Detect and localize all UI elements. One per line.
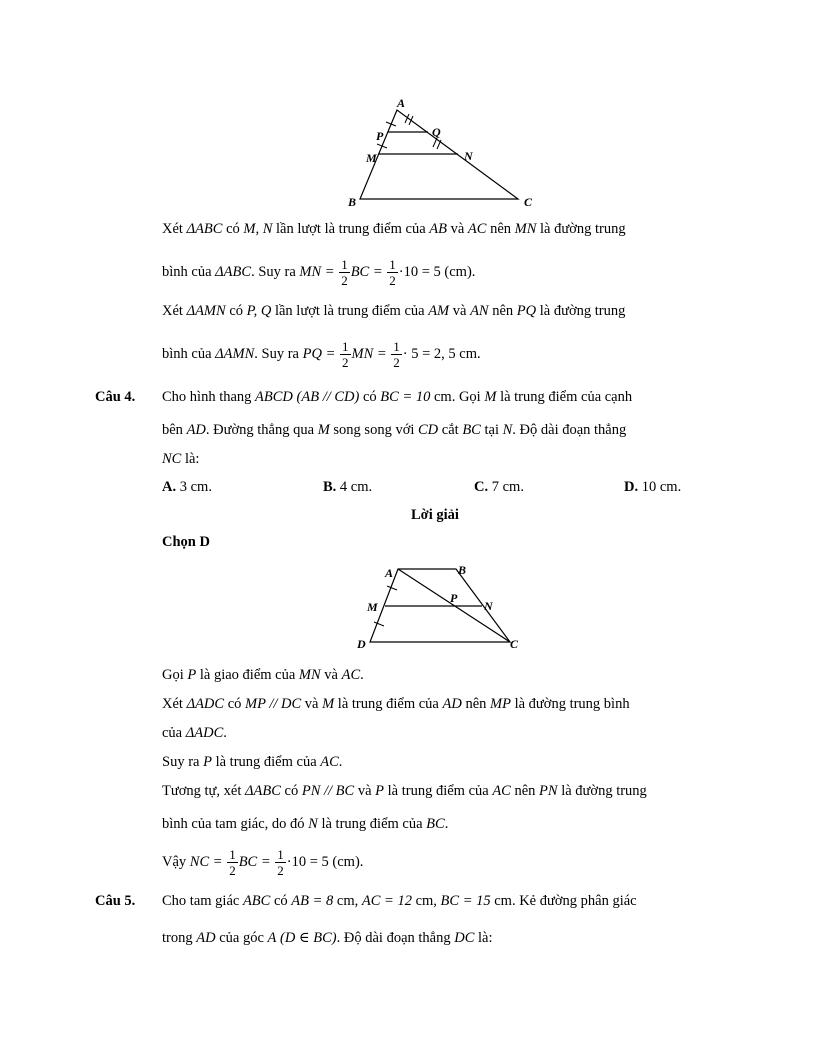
math: ΔADC [185,725,224,741]
text: Xét [162,696,187,712]
text: và [446,221,468,237]
numerator: 1 [229,847,236,862]
math: PN // BC [301,783,355,799]
sol4-line4 [162,754,342,771]
math: BC = [350,263,383,280]
math: BC [462,422,481,438]
fraction [340,340,351,369]
math: PQ = [302,345,336,362]
text: trong [162,930,197,946]
numerator: 1 [277,847,284,862]
q5-label: Câu 5. [95,893,136,909]
label-m: M [367,600,378,614]
text: của [162,725,186,741]
q4-option-d[interactable] [624,479,681,496]
text: . [444,816,449,832]
label-c: C [524,195,533,209]
numerator: 1 [393,339,400,354]
text: bên [162,422,187,438]
math: PN [539,783,558,799]
label-c: C [510,637,519,651]
sol4-line5 [162,783,647,800]
math: AB = 8 [291,893,334,909]
math: M [322,696,335,712]
text: là trung điểm của [334,696,443,712]
text: . Độ dài đoạn thẳng [512,422,627,438]
q4-line3 [162,451,199,468]
text: . Suy ra [254,345,303,362]
text: là đường trung [536,221,626,237]
text: lần lượt là trung điểm của [271,303,429,319]
math: ΔABC [245,783,281,799]
math: ΔABC [215,263,252,280]
fraction [275,848,286,877]
math: N [502,422,513,438]
text: của góc [215,930,268,946]
denominator: 2 [389,273,396,288]
text: Tương tự, xét [162,783,245,799]
numerator: 1 [341,257,348,272]
text: bình của tam giác, do đó [162,816,309,832]
label-p: P [376,129,384,143]
math: M, N [243,221,273,237]
text: tại [480,422,503,438]
text: . Độ dài đoạn thẳng [336,930,455,946]
text: Cho tam giác [162,893,243,909]
option-text: 4 cm. [336,479,373,495]
math: ABC [242,893,271,909]
text: ·10 = 5 (cm). [398,263,476,280]
triangle-abc-figure [340,96,540,212]
label-q: Q [432,125,441,139]
math: AC = 12 [361,893,412,909]
math: ΔABC [186,221,223,237]
math: M [484,389,497,405]
text: là đường trung [557,783,647,799]
math: ΔADC [186,696,225,712]
text: và [320,667,342,683]
q4-label: Câu 4. [95,389,136,405]
option-key: D. [624,479,639,495]
math: AD [442,696,462,712]
text: nên [510,783,540,799]
math: MN = [351,345,387,362]
option-text: 3 cm. [176,479,212,495]
text: Cho hình thang [162,389,256,405]
math: (AB // CD) [296,389,360,405]
math: P [375,783,385,799]
sol4-line2 [162,696,630,713]
sol4-line7 [162,848,363,877]
text: Xét [162,303,187,319]
text: Xét [162,221,187,237]
math: BC = 10 [380,389,431,405]
text: . Đường thẳng qua [205,422,318,438]
option-text: 10 cm. [638,479,682,495]
math: MN = [299,263,335,280]
text: Suy ra [162,754,204,770]
math: ABCD [255,389,293,405]
math: AM [428,303,450,319]
math: M [317,422,330,438]
math: AC [341,667,361,683]
text: nên [488,303,517,319]
p2-line2 [162,340,481,369]
numerator: 1 [389,257,396,272]
math: ΔAMN [215,345,255,362]
fraction [339,258,350,287]
text: . [338,754,343,770]
text: Gọi [162,667,188,683]
denominator: 2 [277,863,284,878]
text: song song với [329,422,419,438]
text: cm. Gọi [430,389,485,405]
label-m: M [366,151,377,165]
fraction [387,258,398,287]
text: và [301,696,323,712]
sol4-line1 [162,667,364,684]
math: AB [429,221,447,237]
math: AC [320,754,339,770]
p1-line2 [162,258,475,287]
label-a: A [385,566,394,580]
math: MP [490,696,511,712]
text: cm, [333,893,362,909]
math: (D ∈ BC) [280,930,337,946]
q4-option-c[interactable] [474,479,524,496]
answer-choice: Chọn D [162,534,210,550]
fraction [227,848,238,877]
label-a: A [397,96,406,110]
text: là trung điểm của cạnh [496,389,633,405]
text: . [223,725,227,741]
math: MN [514,221,537,237]
math: BC = 15 [440,893,491,909]
text: có [224,696,246,712]
text: . Suy ra [251,263,300,280]
text: có [359,389,381,405]
math: AD [186,422,206,438]
math: ΔAMN [186,303,226,319]
math: AD [196,930,216,946]
text: nên [461,696,491,712]
text: là giao điểm của [196,667,299,683]
option-text: 7 cm. [488,479,524,495]
text: và [449,303,471,319]
text: nên [486,221,515,237]
math: CD [418,422,439,438]
text: cắt [438,422,463,438]
option-key: B. [323,479,337,495]
text: Vậy [162,853,190,870]
math: BC [426,816,445,832]
q4-option-b[interactable] [323,479,372,496]
text: lần lượt là trung điểm của [272,221,430,237]
text: là: [474,930,493,946]
p1-line1 [162,221,626,238]
text: có [222,221,244,237]
math: DC [454,930,475,946]
option-key: A. [162,479,177,495]
q4-option-a[interactable] [162,479,212,496]
q4-line2 [162,422,626,439]
text: . [360,667,364,683]
text: là trung điểm của [211,754,321,770]
q5-line2 [162,930,493,947]
math: AN [470,303,489,319]
sol4-line3 [162,725,227,742]
text: là: [181,451,200,467]
math: NC [162,451,182,467]
trapezoid-abcd-figure [350,560,530,652]
label-d: D [357,637,366,651]
math: PQ [516,303,537,319]
math: NC = [189,853,223,870]
denominator: 2 [393,355,400,370]
math: MN [298,667,321,683]
math: P [203,754,212,770]
text: bình của [162,263,216,280]
numerator: 1 [342,339,349,354]
math: A [267,930,277,946]
math: MP // DC [245,696,302,712]
text: bình của [162,345,216,362]
text: · 5 = 2, 5 cm. [402,345,481,362]
denominator: 2 [342,355,349,370]
math: P [187,667,197,683]
solution-heading: Lời giải [411,507,459,523]
fraction [391,340,402,369]
q5-line1 [162,893,637,910]
label-p: P [450,591,458,605]
label-n: N [464,149,473,163]
math: BC = [238,853,271,870]
text: là đường trung bình [510,696,630,712]
math: AC [492,783,511,799]
text: là trung điểm của [384,783,493,799]
denominator: 2 [229,863,236,878]
label-n: N [484,599,493,613]
text: cm, [411,893,441,909]
text: là đường trung [536,303,626,319]
label-b: B [458,563,467,577]
text: có [280,783,302,799]
label-b: B [348,195,357,209]
text: là trung điểm của [317,816,427,832]
p2-line1 [162,303,625,320]
sol4-line6 [162,816,448,833]
text: ·10 = 5 (cm). [286,853,364,870]
text: và [354,783,376,799]
text: cm. Kẻ đường phân giác [490,893,637,909]
text: có [225,303,247,319]
math: N [308,816,318,832]
math: P, Q [246,303,272,319]
text: có [270,893,292,909]
q4-line1 [162,389,632,406]
option-key: C. [474,479,489,495]
denominator: 2 [341,273,348,288]
math: AC [467,221,487,237]
